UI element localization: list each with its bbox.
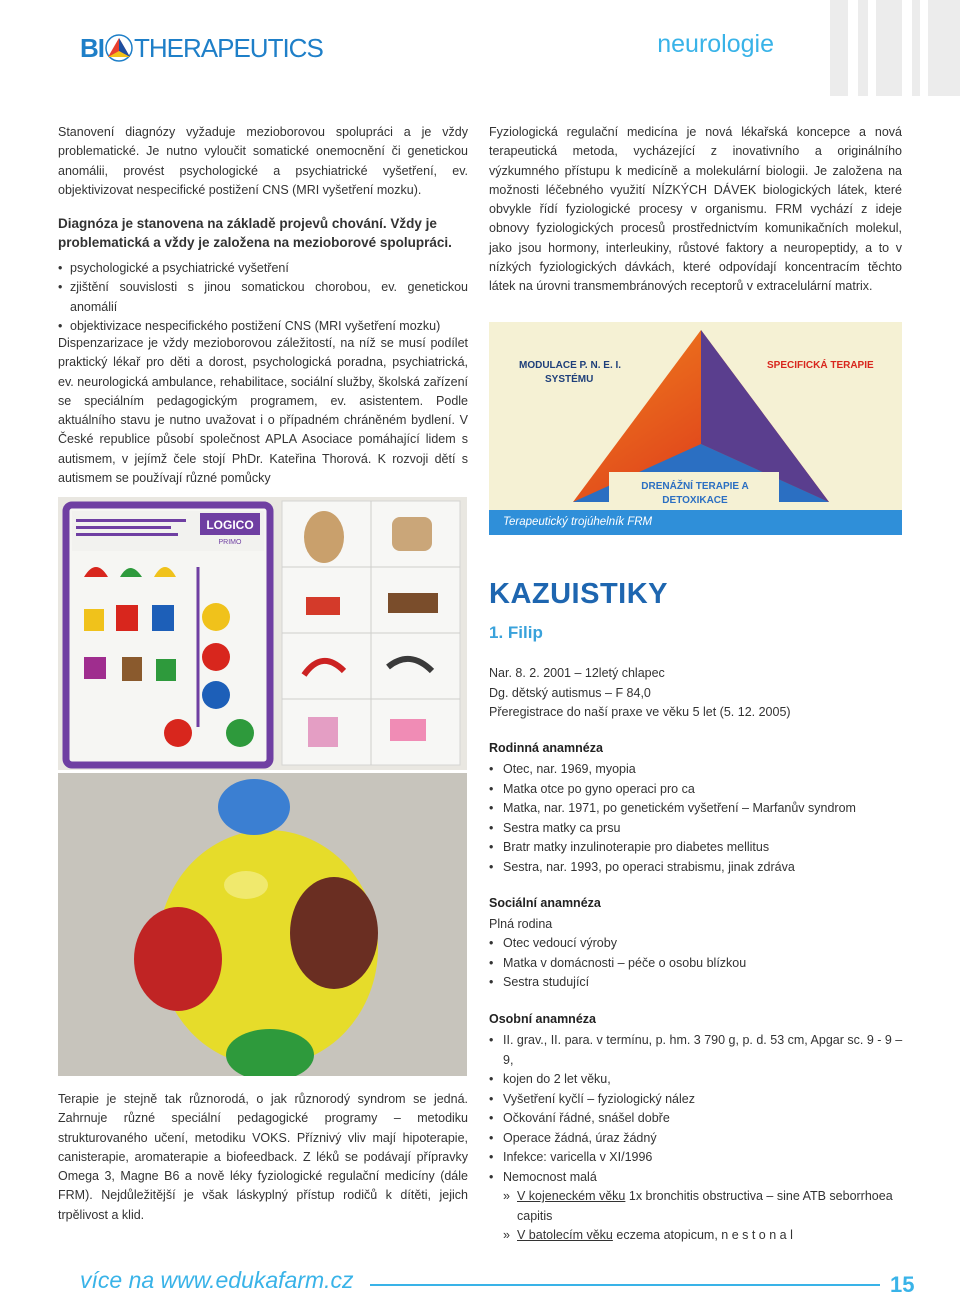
frm-triangle-diagram <box>489 322 902 535</box>
list-item: • Otec, nar. 1969, myopia <box>489 760 902 780</box>
list-item: • Infekce: varicella v XI/1996 <box>489 1148 909 1168</box>
sub-list-item <box>489 1187 909 1207</box>
personal-history-heading: Osobní anamnéza <box>489 1012 596 1026</box>
list-item: • Otec vedoucí výroby <box>489 934 902 954</box>
case-info-line: Přeregistrace do naší praxe ve věku 5 let (5. 12. 2005) <box>489 705 791 719</box>
list-item: • Vyšetření kyčlí – fyziologický nález <box>489 1090 909 1110</box>
logo-text: THERAPEUTICS <box>134 32 323 63</box>
case-info-line: Nar. 8. 2. 2001 – 12letý chlapec <box>489 666 665 680</box>
header-decoration <box>830 0 960 96</box>
list-item: • Bratr matky inzulinoterapie pro diabetes mellitus <box>489 838 902 858</box>
section-title: neurologie <box>657 30 774 58</box>
list-item: • psychologické a psychiatrické vyšetření <box>58 259 468 278</box>
page-number: 15 <box>890 1272 915 1297</box>
social-history-heading: Sociální anamnéza <box>489 896 601 910</box>
case-info-line: Dg. dětský autismus – F 84,0 <box>489 685 651 700</box>
list-item: • Sestra studující <box>489 973 902 993</box>
frm-diagram-svg <box>489 322 902 535</box>
list-item: • kojen do 2 let věku, <box>489 1070 909 1090</box>
svg-text:DRENÁŽNÍ TERAPIE A: DRENÁŽNÍ TERAPIE A <box>641 481 749 492</box>
svg-text:SPECIFICKÁ TERAPIE: SPECIFICKÁ TERAPIE <box>767 360 874 371</box>
diagnosis-statement: Diagnóza je stanovena na základě projevů chování. Vždy je problematická a vždy je založena na mezioborové spolupráci. <box>58 216 452 250</box>
footer-divider <box>370 1284 880 1286</box>
toddler-age-text: eczema atopicum, n e s t o n a l <box>612 1228 793 1242</box>
list-item: • Matka v domácnosti – péče o osobu blízkou <box>489 954 902 974</box>
frm-caption: Terapeutický trojúhelník FRM <box>503 516 653 528</box>
toddler-age-label: V batolecím věku <box>517 1228 613 1242</box>
social-history-list <box>489 934 902 993</box>
list-item: • Sestra, nar. 1993, po operaci strabismu, jinak zdráva <box>489 858 902 878</box>
frm-paragraph: Fyziologická regulační medicína je nová lékařská koncepce a nová terapeutická metoda, vycházející z inovativního a originálního výzkumného přístupu k medicíně a molekulární biologii. Je založena na možnosti léčebného využití NÍZKÝCH DÁVEK biologických látek, které obvykle řídí fyziologické procesy v organismu. FRM vychází z ideje obnovy fyziologických procesů prostřednictvím komunikačních molekul, jako jsou hormony, interleukiny, růstové faktory a neuropeptidy, a to v nízkých fyziologických dávkách, které odpovídají koncentracím těchto látek na úrovni transmembránových receptorů v extracelulární matrix. <box>489 125 902 294</box>
list-item: • Matka otce po gyno operaci pro ca <box>489 780 902 800</box>
ball-illustration <box>58 773 467 1076</box>
sub-list-continuation: capitis <box>517 1208 553 1223</box>
list-item: • Očkování řádné, snášel dobře <box>489 1109 909 1129</box>
diagnosis-list <box>58 259 468 336</box>
family-history-heading: Rodinná anamnéza <box>489 741 603 755</box>
list-item: • zjištění souvislosti s jinou somatickou chorobou, ev. genetickou anomálií <box>58 278 468 317</box>
case-info <box>489 664 902 723</box>
logo-bi: BI <box>80 32 104 63</box>
list-item: • objektivizace nespecifického postižení CNS (MRI vyšetření mozku) <box>58 317 468 336</box>
social-lead: Plná rodina <box>489 917 553 931</box>
logo-triangle-icon <box>105 34 133 62</box>
svg-text:DETOXIKACE: DETOXIKACE <box>662 495 728 506</box>
therapy-paragraph: Terapie je stejně tak různorodá, o jak různorodý syndrom se jedná. Zahrnuje různé speciální pedagogické programy – metodiku strukturovaného učení, metodiku VOKS. Příznivý vliv mají hipoterapie, canisterapie, aromaterapie a biofeedback. Z léků se podávají přípravky Omega 3, Magne B6 a nově léky fyziologické regulační medicíny (dále FRM). Nejdůležitější je však láskyplný přístup rodičů k dítěti, jejich trpělivost a klid. <box>58 1092 468 1222</box>
infant-age-text: 1x bronchitis obstructiva – sine ATB seborrhoea <box>625 1189 893 1203</box>
svg-text:MODULACE P. N. E. I.: MODULACE P. N. E. I. <box>519 360 622 371</box>
personal-history-list <box>489 1031 909 1246</box>
list-item: • Nemocnost malá <box>489 1168 909 1188</box>
case-title: 1. Filip <box>489 623 543 642</box>
logico-brand: LOGICO <box>206 518 254 532</box>
infant-age-label: V kojeneckém věku <box>517 1189 626 1203</box>
kazuistiky-heading: KAZUISTIKY <box>489 578 668 610</box>
dispensary-paragraph: Dispenzarizace je vždy mezioborovou záležitostí, na níž se musí podílet praktický lékař pro děti a dorost, psychologická poradna, psychiatrická, ev. neurologická ambulance, rehabilitace, sociální služby, školská zařízení se speciálním pedagogickým programem, ev. asistentem. Podle aktuálního stavu je nutno uvažovat i o případném chráněném bydlení. V České republice působí společnost APLA Asociace pomáhající lidem s autismem, v jejímž čele stojí PhDr. Kateřina Thorová. K rozvoji dětí s autismem se používají různé pomůcky <box>58 336 468 486</box>
sensory-ball-photo <box>58 773 467 1076</box>
logico-brand-sub: PRIMO <box>218 539 242 546</box>
intro-paragraph: Stanovení diagnózy vyžaduje mezioborovou spolupráci a je vždy problematické. Je nutno vyloučit somatické onemocnění či genetickou anomálii, provést psychologické a psychiatrické vyšetření, ev. objektivizovat nespecifické postižení CNS (MRI vyšetření mozku). <box>58 125 468 197</box>
logico-board-photo <box>58 497 467 770</box>
family-history-list <box>489 760 902 877</box>
list-item: • Operace žádná, úraz žádný <box>489 1129 909 1149</box>
brand-logo <box>80 32 323 64</box>
logico-illustration <box>58 497 467 770</box>
list-item: • Matka, nar. 1971, po genetickém vyšetření – Marfanův syndrom <box>489 799 902 819</box>
svg-text:SYSTÉMU: SYSTÉMU <box>545 374 594 385</box>
sub-list-item <box>489 1226 909 1246</box>
list-item: • Sestra matky ca prsu <box>489 819 902 839</box>
list-item: • II. grav., II. para. v termínu, p. hm. 3 790 g, p. d. 53 cm, Apgar sc. 9 - 9 – 9, <box>489 1031 909 1070</box>
footer-website-link[interactable]: více na www.edukafarm.cz <box>80 1267 354 1293</box>
